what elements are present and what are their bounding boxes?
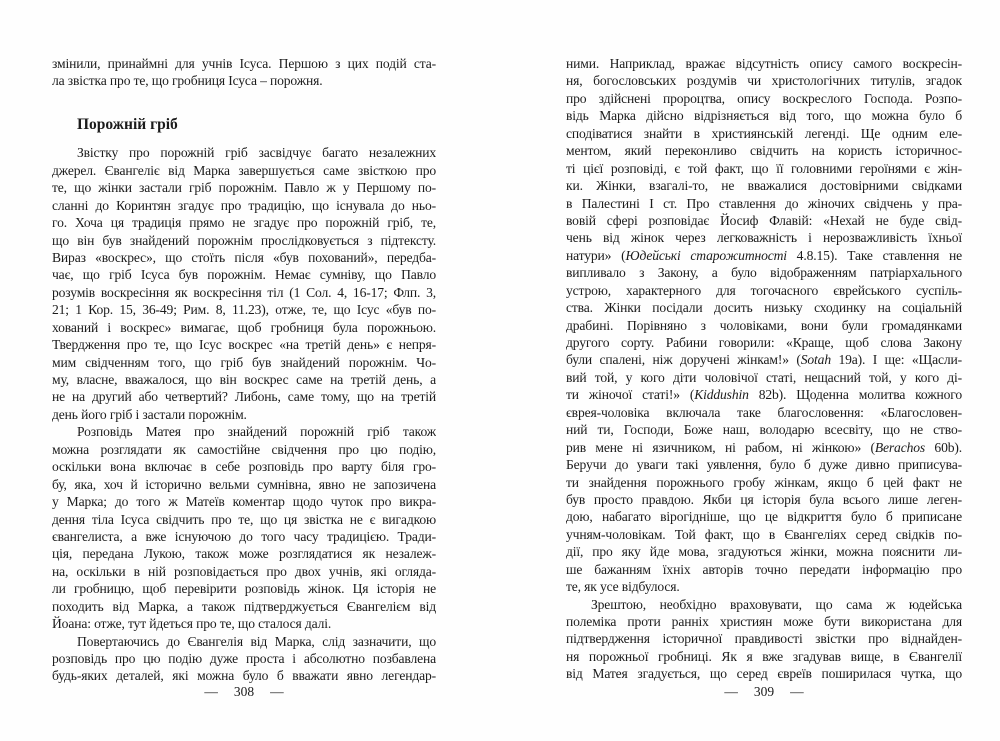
text-line: ня, богословських роздумів чи христологічних титулів, згадок: [566, 73, 962, 89]
text-line: Звістку про порожній гріб засвідчує багато незалежних: [77, 145, 436, 161]
text-line: ти знайдення порожнього гробу жінкам, якщо б цей факт не: [566, 474, 962, 490]
text-line: будь-яких деталей, які можна було б вважати явно легендар-: [52, 668, 436, 684]
page-number-dash: —: [270, 684, 284, 699]
text-line: Зрештою, необхідно враховувати, що сама ж юдейська: [591, 596, 962, 612]
page-number-left: [52, 684, 436, 700]
section-heading: Порожній гріб: [77, 115, 178, 133]
right-page: [566, 55, 962, 683]
text-line: учням-чоловікам. Той факт, що в Євангеліях серед свідків по-: [566, 526, 962, 542]
page-number-dash: —: [204, 684, 218, 699]
text-line: вовій сфері розповідає Йосиф Флавій: «Нехай не буде свід-: [566, 212, 962, 228]
text-line: ція, передана Лукою, також може розглядатися як незалеж-: [52, 546, 436, 562]
text-line: ти жіночої статі!» (Kiddushin 82b). Щоденна молитва кожного: [566, 387, 962, 403]
text-line: розумів воскресіння як воскресіння тіл (1 Сол. 4, 16-17; Флп. 3,: [52, 284, 436, 300]
page-number-dash: —: [790, 684, 804, 699]
text-line: устрою, характерного для тогочасного єврейського суспіль-: [566, 282, 962, 298]
text-line: євангелиста, а вже існуючою до того часу традицією. Тради-: [52, 528, 436, 544]
page-number: 308: [233, 684, 255, 699]
text-line: рив мене ні язичником, ні рабом, ні жінкою» (Berachos 60b).: [566, 439, 962, 455]
text-line: в Палестині І ст. Про ставлення до жіночих свідчень у пра-: [566, 195, 962, 211]
text-line: ки. Жінки, взагалі-то, не вважалися достовірними свідками: [566, 178, 962, 194]
left-page: [52, 55, 436, 685]
text-line: чає, що гріб Ісуса був порожнім. Немає сумніву, що Павло: [52, 267, 436, 283]
text-line: що він був знайдений порожнім прослідковується з підтексту.: [52, 232, 436, 248]
text-line: те, як усе відбулося.: [566, 579, 680, 595]
text-line: ше бажанням їхніх авторів точно передати інформацію про: [566, 561, 962, 577]
text-line: другого сорту. Рабини говорили: «Краще, щоб слова Закону: [566, 335, 962, 350]
text-line: були спалені, ніж доручені жінкам!» (Sotah 19a). І ще: «Щасли-: [566, 352, 962, 368]
text-line: ті цієї розповіді, є той факт, що її головними героїнями є жін-: [566, 160, 962, 176]
text-line: Беручи до уваги такі уявлення, було б дуже дивно приписува-: [566, 457, 962, 473]
text-line: хований і воскрес» вимагає, щоб гробниця була порожньою.: [52, 319, 436, 335]
page-number: 309: [753, 684, 775, 699]
text-line: від Матея згадується, що серед євреїв поширилася чутка, що: [566, 666, 962, 682]
text-line: не на другий або четвертий? Либонь, саме тому, що на третій: [52, 389, 436, 405]
text-line: розповідь про цю подію дуже проста і абсолютно позбавлена: [52, 651, 436, 667]
page-number-right: [566, 684, 962, 700]
text-line: Розповідь Матея про знайдений порожній гріб також: [77, 424, 436, 440]
text-line: му, власне, вважалося, що він воскрес саме на третій день, а: [52, 372, 436, 388]
text-line: про здійснені пророцтва, опису воскреслого Господа. Розпо-: [566, 90, 962, 106]
text-line: ментом, який переконливо свідчить на користь історичнос-: [566, 143, 962, 159]
page-number-dash: —: [724, 684, 738, 699]
text-line: натури» (Юдейські старожитності 4.8.15). Таке ставлення не: [566, 247, 962, 263]
text-line: ня порожньої гробниці. Як я вже згадував вище, в Євангелії: [566, 648, 962, 664]
text-line: вий той, у кого діти чоловічої статі, нещасний той, у кого ді-: [566, 369, 962, 385]
text-line: на, оскільки в ній розповідається про двох учнів, які огляда-: [52, 563, 436, 579]
text-line: Вираз «воскрес», що стоїть після «був похований», передба-: [52, 249, 436, 265]
text-line: драбині. Порівняно з чоловіками, вони були громадянками: [566, 317, 962, 333]
text-line: бу, яка, хоч й історично вельми сумнівна, явно не запозичена: [52, 476, 436, 492]
text-line: Йоана: отже, тут йдеться про те, що сталося далі.: [52, 616, 332, 632]
text-line: можна розглядати як самостійне свідчення про цю подію,: [52, 441, 436, 457]
paragraph: [566, 596, 962, 683]
paragraph: [52, 423, 436, 632]
text-line: ними. Наприклад, вражає відсутність опису самого воскресін-: [566, 56, 962, 71]
text-line: Твердження про те, що Ісус воскрес «на третій день» є непря-: [52, 337, 436, 353]
text-line: сланні до Коринтян згадує про традицію, що існувала до ньо-: [52, 197, 436, 213]
text-line: ли гробницю, щоб перевірити розповідь жінок. Ця історія не: [52, 581, 436, 597]
text-line: те, що жінки застали гріб порожнім. Павло ж у Першому по-: [52, 180, 436, 196]
text-line: змінили, принаймні для учнів Ісуса. Першою з цих подій ста-: [52, 56, 436, 71]
text-line: відь Марка дійсно відрізняється від того, що можна було б: [566, 108, 962, 124]
text-line: дення тіла Ісуса свідчить про те, що ця звістка не є вигадкою: [52, 511, 436, 527]
text-line: ства. Жінки посідали досить низьку сходинку на соціальній: [566, 300, 962, 316]
paragraph: [52, 633, 436, 685]
text-line: чень від жінок через легковажність і нерозважливість їхньої: [566, 230, 962, 246]
text-line: у Марка; до того ж Матеїв коментар щодо чуток про викра-: [52, 494, 436, 510]
text-line: ла звістка про те, що гробниця Ісуса – порожня.: [52, 73, 323, 89]
text-line: 21; 1 Кор. 15, 36-49; Рим. 8, 11.23), отже, те, що Ісус «був по-: [52, 302, 436, 318]
text-line: день його гріб і застали порожнім.: [52, 406, 247, 422]
paragraph: [52, 144, 436, 423]
text-line: походить від Марка, а також підтверджується Євангелієм від: [52, 598, 436, 614]
text-line: оскільки вона включає в себе розповідь про варту біля гро-: [52, 459, 436, 475]
text-line: полеміка проти ранніх християн може бути використана для: [566, 614, 962, 629]
text-line: мим свідченням того, що гріб був знайдений порожнім. Чо-: [52, 354, 436, 370]
text-line: Повертаючись до Євангелія від Марка, слід зазначити, що: [77, 633, 436, 649]
text-line: був просто правдою. Якби ця історія була всього лише леген-: [566, 491, 962, 507]
paragraph: [566, 55, 962, 596]
text-line: ний ти, Господи, Боже наш, володарю всесвіту, що не ство-: [566, 422, 962, 438]
text-line: дою, набагато вірогідніше, що це відкриття було б приписане: [566, 509, 962, 525]
text-line: джерел. Євангеліє від Марка завершується саме звісткою про: [52, 162, 436, 178]
text-line: дії, про яку йде мова, згадуються жінки, можна пояснити ли-: [566, 544, 962, 560]
text-line: єврея-чоловіка включала таке благословення: «Благословен-: [566, 404, 962, 420]
text-line: го. Хоча ця традиція прямо не згадує про порожній гріб, те,: [52, 215, 436, 231]
paragraph: [52, 55, 436, 90]
text-line: підтвердження історичної правдивості звістки про віднайден-: [566, 631, 962, 647]
text-line: сподіватися знайти в християнській легенді. Ще одним еле-: [566, 125, 962, 141]
text-line: випливало з Закону, а було відображенням патріархального: [566, 265, 962, 281]
